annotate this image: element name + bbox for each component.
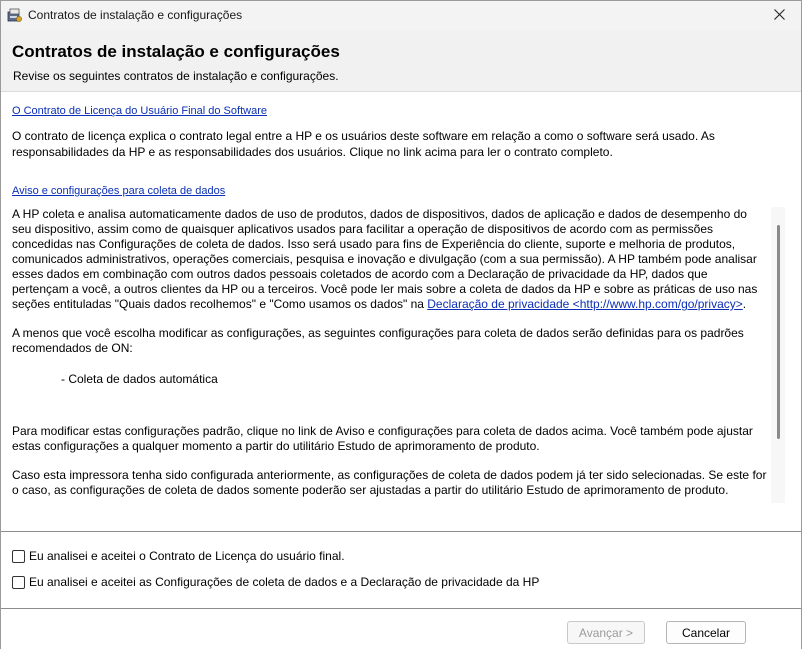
data-collection-paragraph-2: A menos que você escolha modificar as configurações, as seguintes configurações para coleta de dados serão definidas para os padrões recomendados de ON: [12,326,744,355]
next-button[interactable]: Avançar > [567,621,645,644]
data-collection-bullet: - Coleta de dados automática [61,372,218,386]
title-bar [1,1,801,30]
window-title: Contratos de instalação e configurações [28,8,243,22]
scrollbar-thumb[interactable] [777,225,780,439]
vertical-scrollbar[interactable] [771,207,785,503]
installer-app-icon [7,8,22,23]
eula-checkbox-row[interactable] [12,549,345,563]
page-subtitle: Revise os seguintes contratos de instalação e configurações. [13,69,339,83]
data-collection-text-area [1,207,787,503]
close-button[interactable] [757,1,801,30]
data-collection-paragraph-1 [12,207,767,312]
content-area [1,93,801,531]
privacy-checkbox-label[interactable]: Eu analisei e aceitei as Configurações de coleta de dados e a Declaração de privacidade da HP [29,575,540,589]
privacy-checkbox[interactable] [12,576,25,589]
data-collection-paragraph-4: Caso esta impressora tenha sido configurada anteriormente, as configurações de coleta de dados podem já ter sido selecionadas. Se este for o caso, as configurações de coleta de dados somente poderão ser ajustadas a partir do utilitário Estudo de aprimoramento de produto. [12,468,767,497]
eula-checkbox-label[interactable]: Eu analisei e aceitei o Contrato de Licença do usuário final. [29,549,345,563]
data-collection-link[interactable]: Aviso e configurações para coleta de dados [12,185,226,197]
paragraph-1-end: . [742,297,747,311]
eula-checkbox[interactable] [12,550,25,563]
privacy-statement-link[interactable]: Declaração de privacidade <http://www.hp.com/go/privacy> [427,297,743,311]
data-collection-text [12,207,767,498]
agreements-checkboxes [1,532,801,608]
data-collection-paragraph-3: Para modificar estas configurações padrão, clique no link de Aviso e configurações para coleta de dados acima. Você também pode ajustar estas configurações a qualquer momento a partir do utilitário Estudo de aprimoramento de produto. [12,424,753,453]
page-title: Contratos de instalação e configurações [12,42,340,61]
footer [1,609,801,649]
paragraph-1-text: A HP coleta e analisa automaticamente dados de uso de produtos, dados de dispositivos, dados de aplicação e dados de desempenho do seu dispositivo, assim como de quaisquer aplicativos usados para facilitar a operação de dispositivos de acordo com as permissões concedidas nas Configurações de coleta de dados. Isso será usado para fins de Experiência do cliente, suporte e melhoria de produtos, comunicados administrativos, operações comerciais, pesquisa e inovação e divulgação (com a sua permissão). A HP também pode analisar esses dados em combinação com outros dados pessoais coletados de acordo com a Declaração de privacidade da HP, dados que pertençam a você, a outros clientes da HP ou a terceiros. Você pode ler mais sobre a coleta de dados da HP e sobre as práticas de uso nas seções entituladas "Quais dados recolhemos" e "Como usamos os dados" na [12,207,758,311]
eula-description: O contrato de licença explica o contrato legal entre a HP e os usuários deste software em relação a como o software será usado. As responsabilidades da HP e as responsabilidades dos usuários. Clique no link acima para ler o contrato completo. [12,129,715,159]
eula-link[interactable]: O Contrato de Licença do Usuário Final do Software [12,105,267,117]
cancel-button[interactable]: Cancelar [666,621,746,644]
close-icon [774,9,785,23]
privacy-checkbox-row[interactable] [12,575,539,589]
page-header [1,30,801,92]
